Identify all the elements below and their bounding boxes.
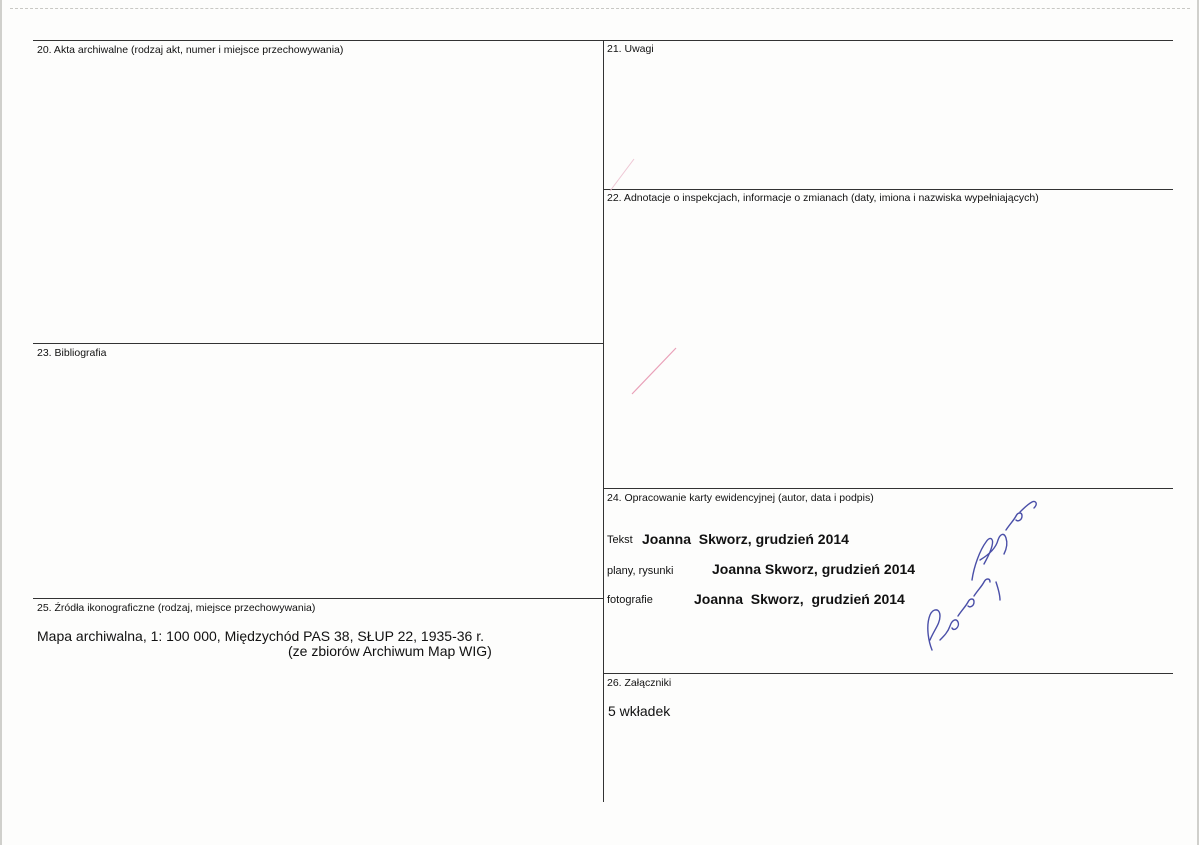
rule-20-23 — [33, 343, 603, 344]
rule-22-24 — [603, 488, 1173, 489]
plany-label: plany, rysunki — [607, 565, 674, 577]
section-25-line1: Mapa archiwalna, 1: 100 000, Międzychód PAS 38, SŁUP 22, 1935-36 r. — [37, 628, 484, 644]
section-23-label: 23. Bibliografia — [37, 347, 107, 359]
pen-mark-faint — [590, 155, 650, 215]
fotografie-value: Joanna Skworz, grudzień 2014 — [694, 591, 905, 607]
signature — [920, 490, 1050, 660]
plany-value: Joanna Skworz, grudzień 2014 — [712, 561, 916, 577]
scan-edge — [10, 8, 1190, 9]
section-25-line2: (ze zbiorów Archiwum Map WIG) — [288, 643, 492, 659]
section-26-label: 26. Załączniki — [607, 677, 672, 689]
pen-mark — [628, 342, 688, 402]
tekst-value: Joanna Skworz, grudzień 2014 — [642, 531, 849, 547]
section-20-label: 20. Akta archiwalne (rodzaj akt, numer i miejsce przechowywania) — [37, 44, 344, 56]
section-21-label: 21. Uwagi — [607, 43, 654, 55]
tekst-label: Tekst — [607, 534, 633, 546]
section-25-label: 25. Źródła ikonograficzne (rodzaj, miejsce przechowywania) — [37, 602, 316, 614]
rule-24-26 — [603, 673, 1173, 674]
rule-23-25 — [33, 598, 603, 599]
section-26-value: 5 wkładek — [608, 703, 671, 719]
section-22-label: 22. Adnotacje o inspekcjach, informacje o zmianach (daty, imiona i nazwiska wypełniających) — [607, 192, 1039, 204]
fotografie-label: fotografie — [607, 594, 653, 606]
rule-21-22 — [603, 189, 1173, 190]
section-24-label: 24. Opracowanie karty ewidencyjnej (autor, data i podpis) — [607, 492, 874, 504]
